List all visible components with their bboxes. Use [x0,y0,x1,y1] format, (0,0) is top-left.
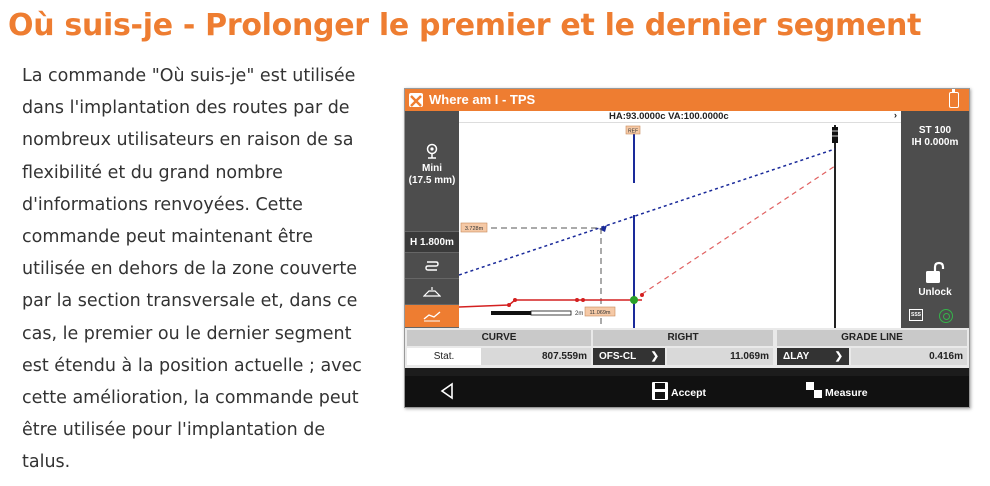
app-titlebar [405,89,969,111]
sight-line [459,149,835,275]
cross-section-button[interactable] [405,279,459,305]
value-tag-text: 11.069m [589,310,611,316]
left-toolbar [405,111,459,328]
scale-label: 2m [575,311,584,317]
extension-line [642,166,835,294]
plan-view-drawing [459,111,901,328]
stat-label: Stat. [407,348,481,365]
profile-line [459,300,642,307]
stat-value: 807.559m [481,348,591,365]
paragraph-line: être utilisée pour l'implantation de [22,420,326,441]
profile-point [507,303,511,307]
page-indicator [675,369,695,375]
measure-icon [805,381,823,399]
measure-button[interactable] [805,381,868,403]
prism-icon [424,143,440,159]
paragraph-line: est étendu à la position actuelle ; avec [22,355,362,376]
paragraph-line: talus. [22,452,71,473]
unlock-button[interactable] [901,261,969,298]
map-canvas[interactable] [459,111,901,328]
scale-bar-white [531,311,571,315]
paragraph-line: d'informations renvoyées. Cette [22,194,303,215]
profile-point [513,298,517,302]
chevron-right-icon: ❯ [834,351,843,362]
measure-label: Measure [825,387,868,399]
unlock-label: Unlock [918,287,952,298]
paragraph-line: par la section transversale et, dans ce [22,291,358,312]
right-toolbar [901,111,969,328]
lay-value: 0.416m [851,348,967,365]
paragraph-line: cette amélioration, la commande peut [22,388,359,409]
app-logo-icon[interactable] [409,93,423,107]
profile-button[interactable] [405,305,459,328]
paragraph-line: utilisée en dehors de la zone couverte [22,259,357,280]
target-height[interactable]: H 1.800m [405,231,459,253]
scale-bar-black [491,311,531,315]
info-bar [405,328,969,368]
offset-value: 11.069m [667,348,773,365]
lay-type-label: ΔLAY [783,351,810,362]
right-header: RIGHT [593,330,773,346]
ref-tag-text: REF [628,128,638,135]
page-title: Où suis-je - Prolonger le premier et le dernier segment [8,8,922,43]
description-paragraph [22,60,392,479]
current-position-dot [630,296,638,304]
offset-type-label: OFS-CL [599,351,637,362]
battery-icon [949,92,959,108]
paragraph-line: flexibilité et du grand nombre [22,162,283,183]
grade-line-header: GRADE LINE [777,330,967,346]
save-icon [651,381,669,401]
instrument-height: IH 0.000m [911,137,959,148]
app-title: Where am I - TPS [429,92,536,107]
curve-header: CURVE [407,330,591,346]
paragraph-line: dans l'implantation des routes par de [22,98,350,119]
paragraph-line: La commande "Où suis-je" est utilisée [22,66,356,86]
profile-point [640,293,644,297]
paragraph-line: cas, le premier ou le dernier segment [22,323,352,344]
accept-button[interactable] [651,381,707,403]
device-screenshot [404,88,970,408]
profile-icon [423,310,441,322]
accept-label: Accept [671,387,707,399]
offset-tag-text: 3.728m [464,226,484,232]
chevron-right-icon: ❯ [650,351,659,362]
chevron-right-icon[interactable]: › [893,111,897,121]
paragraph-line: commande peut maintenant être [22,227,313,248]
profile-point [581,298,585,302]
paragraph-line: nombreux utilisateurs en raison de sa [22,130,354,151]
prism-constant: (17.5 mm) [408,175,456,186]
offset-type-dropdown[interactable] [593,348,665,365]
view-toggle-button[interactable] [405,253,459,279]
station-id: ST 100 [918,125,952,136]
loop-icon [424,260,440,272]
station-instrument-icon [830,127,840,143]
prism-selector[interactable] [405,143,459,187]
bottom-bar [405,376,969,407]
prism-name: Mini [422,163,442,174]
station-info[interactable] [901,125,969,149]
target-lock-icon[interactable] [939,309,953,323]
lay-type-dropdown[interactable] [777,348,849,365]
sss-icon[interactable]: SSS [909,309,923,321]
unlock-icon [924,261,946,285]
back-icon[interactable] [439,382,455,400]
angle-values: HA:93.0000c VA:100.0000c [609,111,729,122]
profile-point [575,298,579,302]
cross-section-icon [423,286,441,298]
